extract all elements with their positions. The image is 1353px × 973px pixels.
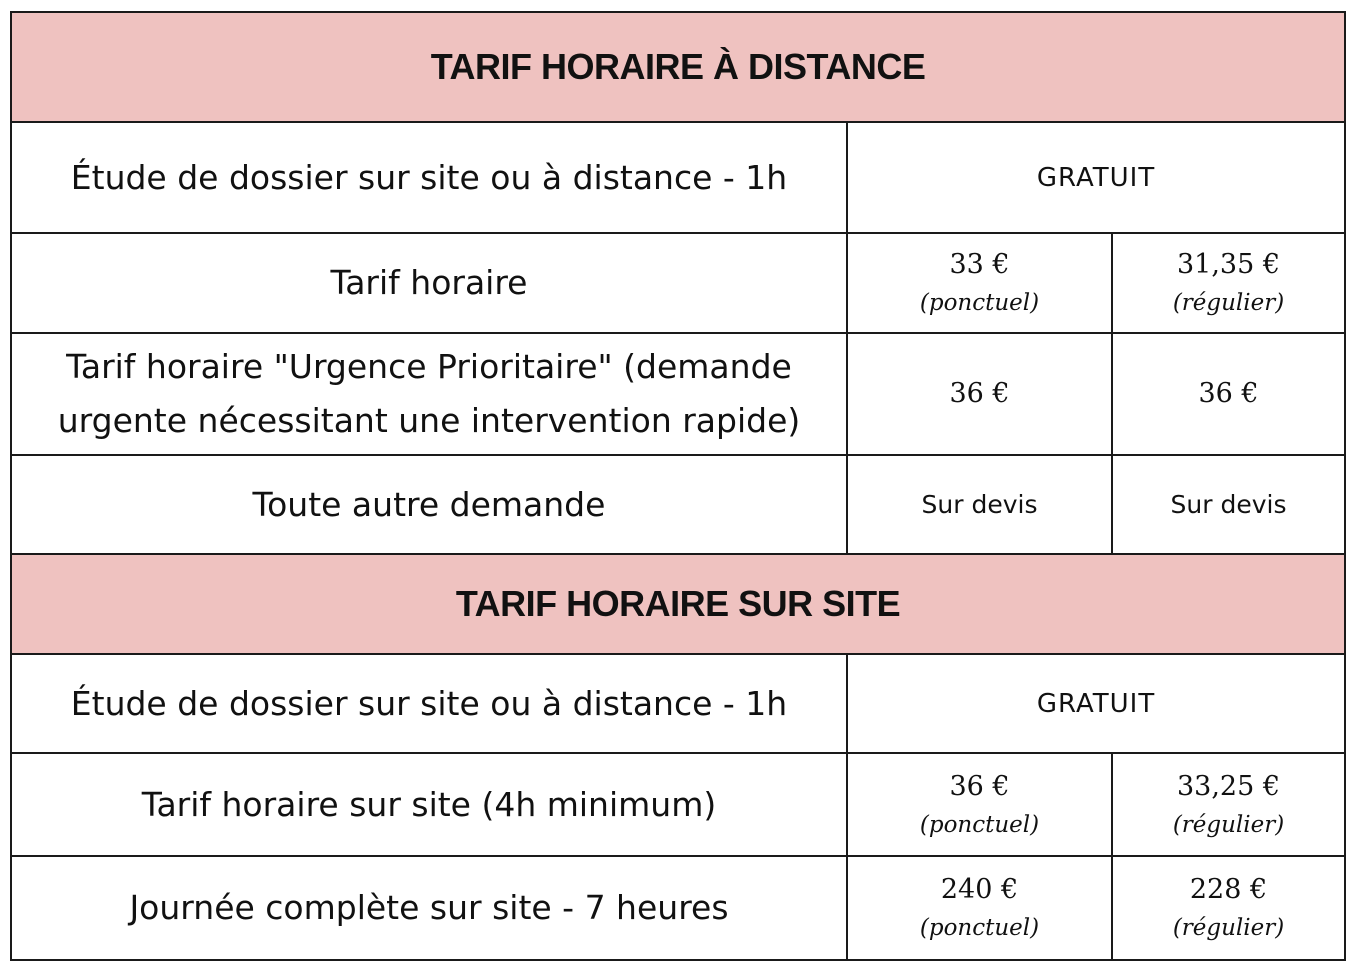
price-value: 228 € xyxy=(1189,874,1268,905)
price-value: Sur devis xyxy=(921,489,1038,519)
row-label-line: Tarif horaire "Urgence Prioritaire" (demande xyxy=(66,347,792,386)
table-row xyxy=(11,856,1345,960)
row-label: Toute autre demande xyxy=(11,455,847,554)
free-value: GRATUIT xyxy=(847,122,1345,233)
price-note: (ponctuel) xyxy=(919,915,1040,941)
price-cell-ponctuel xyxy=(847,333,1112,455)
price-value: 240 € xyxy=(940,874,1019,905)
price-note: (régulier) xyxy=(1172,915,1285,941)
table-row xyxy=(11,455,1345,554)
price-note: (régulier) xyxy=(1172,290,1285,316)
row-label: Tarif horaire xyxy=(11,233,847,333)
section-title-onsite: TARIF HORAIRE SUR SITE xyxy=(11,554,1345,654)
price-note: (régulier) xyxy=(1172,811,1285,838)
price-cell-regulier xyxy=(1112,233,1345,333)
table-row xyxy=(11,122,1345,233)
price-value: 33 € xyxy=(949,249,1010,280)
row-label xyxy=(11,333,847,455)
free-value: GRATUIT xyxy=(847,654,1345,753)
row-label: Étude de dossier sur site ou à distance - 1h xyxy=(11,654,847,753)
price-value: 31,35 € xyxy=(1176,249,1281,280)
table-row xyxy=(11,753,1345,856)
section-title-remote: TARIF HORAIRE À DISTANCE xyxy=(11,12,1345,122)
row-label: Tarif horaire sur site (4h minimum) xyxy=(11,753,847,856)
price-cell-regulier xyxy=(1112,753,1345,856)
section-header-row xyxy=(11,12,1345,122)
price-cell-ponctuel xyxy=(847,856,1112,960)
price-cell-regulier xyxy=(1112,856,1345,960)
price-cell-ponctuel xyxy=(847,233,1112,333)
row-label-line: urgente nécessitant une intervention rapide) xyxy=(57,401,801,440)
row-label: Journée complète sur site - 7 heures xyxy=(11,856,847,960)
section-header-row xyxy=(11,554,1345,654)
price-cell-ponctuel xyxy=(847,455,1112,554)
price-note: (ponctuel) xyxy=(919,290,1040,316)
price-value: 36 € xyxy=(949,378,1010,409)
table-row xyxy=(11,333,1345,455)
price-cell-regulier xyxy=(1112,333,1345,455)
pricing-table xyxy=(10,11,1346,961)
price-cell-regulier xyxy=(1112,455,1345,554)
price-value: 36 € xyxy=(1198,378,1259,409)
table-row xyxy=(11,654,1345,753)
row-label: Étude de dossier sur site ou à distance - 1h xyxy=(11,122,847,233)
price-value: 36 € xyxy=(949,770,1010,802)
price-value: Sur devis xyxy=(1170,489,1287,519)
price-note: (ponctuel) xyxy=(919,811,1040,838)
table-row xyxy=(11,233,1345,333)
price-value: 33,25 € xyxy=(1176,770,1281,802)
price-cell-ponctuel xyxy=(847,753,1112,856)
